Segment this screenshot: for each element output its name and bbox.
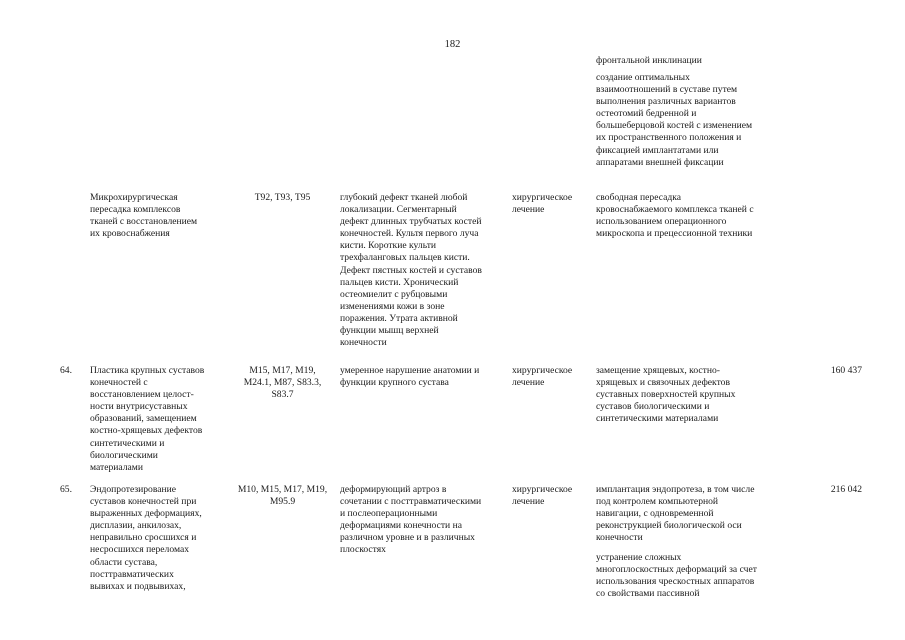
price: 216 042: [830, 484, 862, 495]
patient-model: деформирующий артроз в сочетании с посттравматическими и послеоперационными деформациями конечности на различном уровне и в различных плоскостях: [340, 484, 482, 556]
intervention-name: Микрохирургическая пересадка комплексов тканей с восстановлением их кровоснабжения: [90, 192, 198, 240]
treatment-method: замещение хрящевых, костно- хрящевых и связочных дефектов суставных поверхностей крупных суставов биологическими и синтетическими материалами: [596, 365, 736, 425]
treatment-method-alt: устранение сложных многоплоскостных деформаций за счет использования чрескостных аппаратов со свойствами пассивной: [596, 552, 757, 600]
patient-model: умеренное нарушение анатомии и функции крупного сустава: [340, 365, 480, 389]
method-cell: создание оптимальных взаимоотношений в суставе путем выполнения различных вариантов остеотомий бедренной и большеберцовой костей с изменением их пространственного положения и фиксацией имплантатами или аппаратами внешней фиксации: [596, 72, 753, 168]
intervention-name: Пластика крупных суставов конечностей с восстановлением целост- ности внутрисуставных образований, замещением костно-хрящевых дефектов синтетическими и биологическими материалами: [90, 365, 205, 473]
patient-model: глубокий дефект тканей любой локализации. Сегментарный дефект длинных трубчатых костей конечностей. Культя первого луча кисти. Короткие культи трехфаланговых пальцев кисти. Дефект пястных костей и суставов пальцев кисти. Хронический остеомиелит с рубцовыми изменениями кожи в зоне поражения. Утрата активной функции мышц верхней конечности: [340, 192, 482, 349]
treatment-kind: хирургическое лечение: [512, 365, 573, 389]
row-number: 65.: [60, 484, 72, 495]
icd-codes: M10, M15, M17, M19, M95.9: [237, 484, 328, 508]
treatment-method: свободная пересадка кровоснабжаемого комплекса тканей с использованием операционного микроскопа и прецессионной техники: [596, 192, 754, 240]
icd-codes: M15, M17, M19, M24.1, M87, S83.3, S83.7: [243, 365, 322, 401]
treatment-method: имплантация эндопротеза, в том числе под контролем компьютерной навигации, с одновременной реконструкцией биологической оси конечности: [596, 484, 755, 544]
method-continuation: фронтальной инклинации: [596, 55, 702, 66]
row-number: 64.: [60, 365, 72, 376]
treatment-kind: хирургическое лечение: [512, 484, 573, 508]
price: 160 437: [830, 365, 862, 376]
page-number: 182: [444, 39, 461, 50]
treatment-kind: хирургическое лечение: [512, 192, 573, 216]
intervention-name: Эндопротезирование суставов конечностей при выраженных деформациях, дисплазии, анкилозах, неправильно сросшихся и несросшихся переломах области сустава, посттравматических вывихах и подвывихах,: [90, 484, 202, 592]
icd-codes: T92, T93, T95: [254, 192, 311, 203]
